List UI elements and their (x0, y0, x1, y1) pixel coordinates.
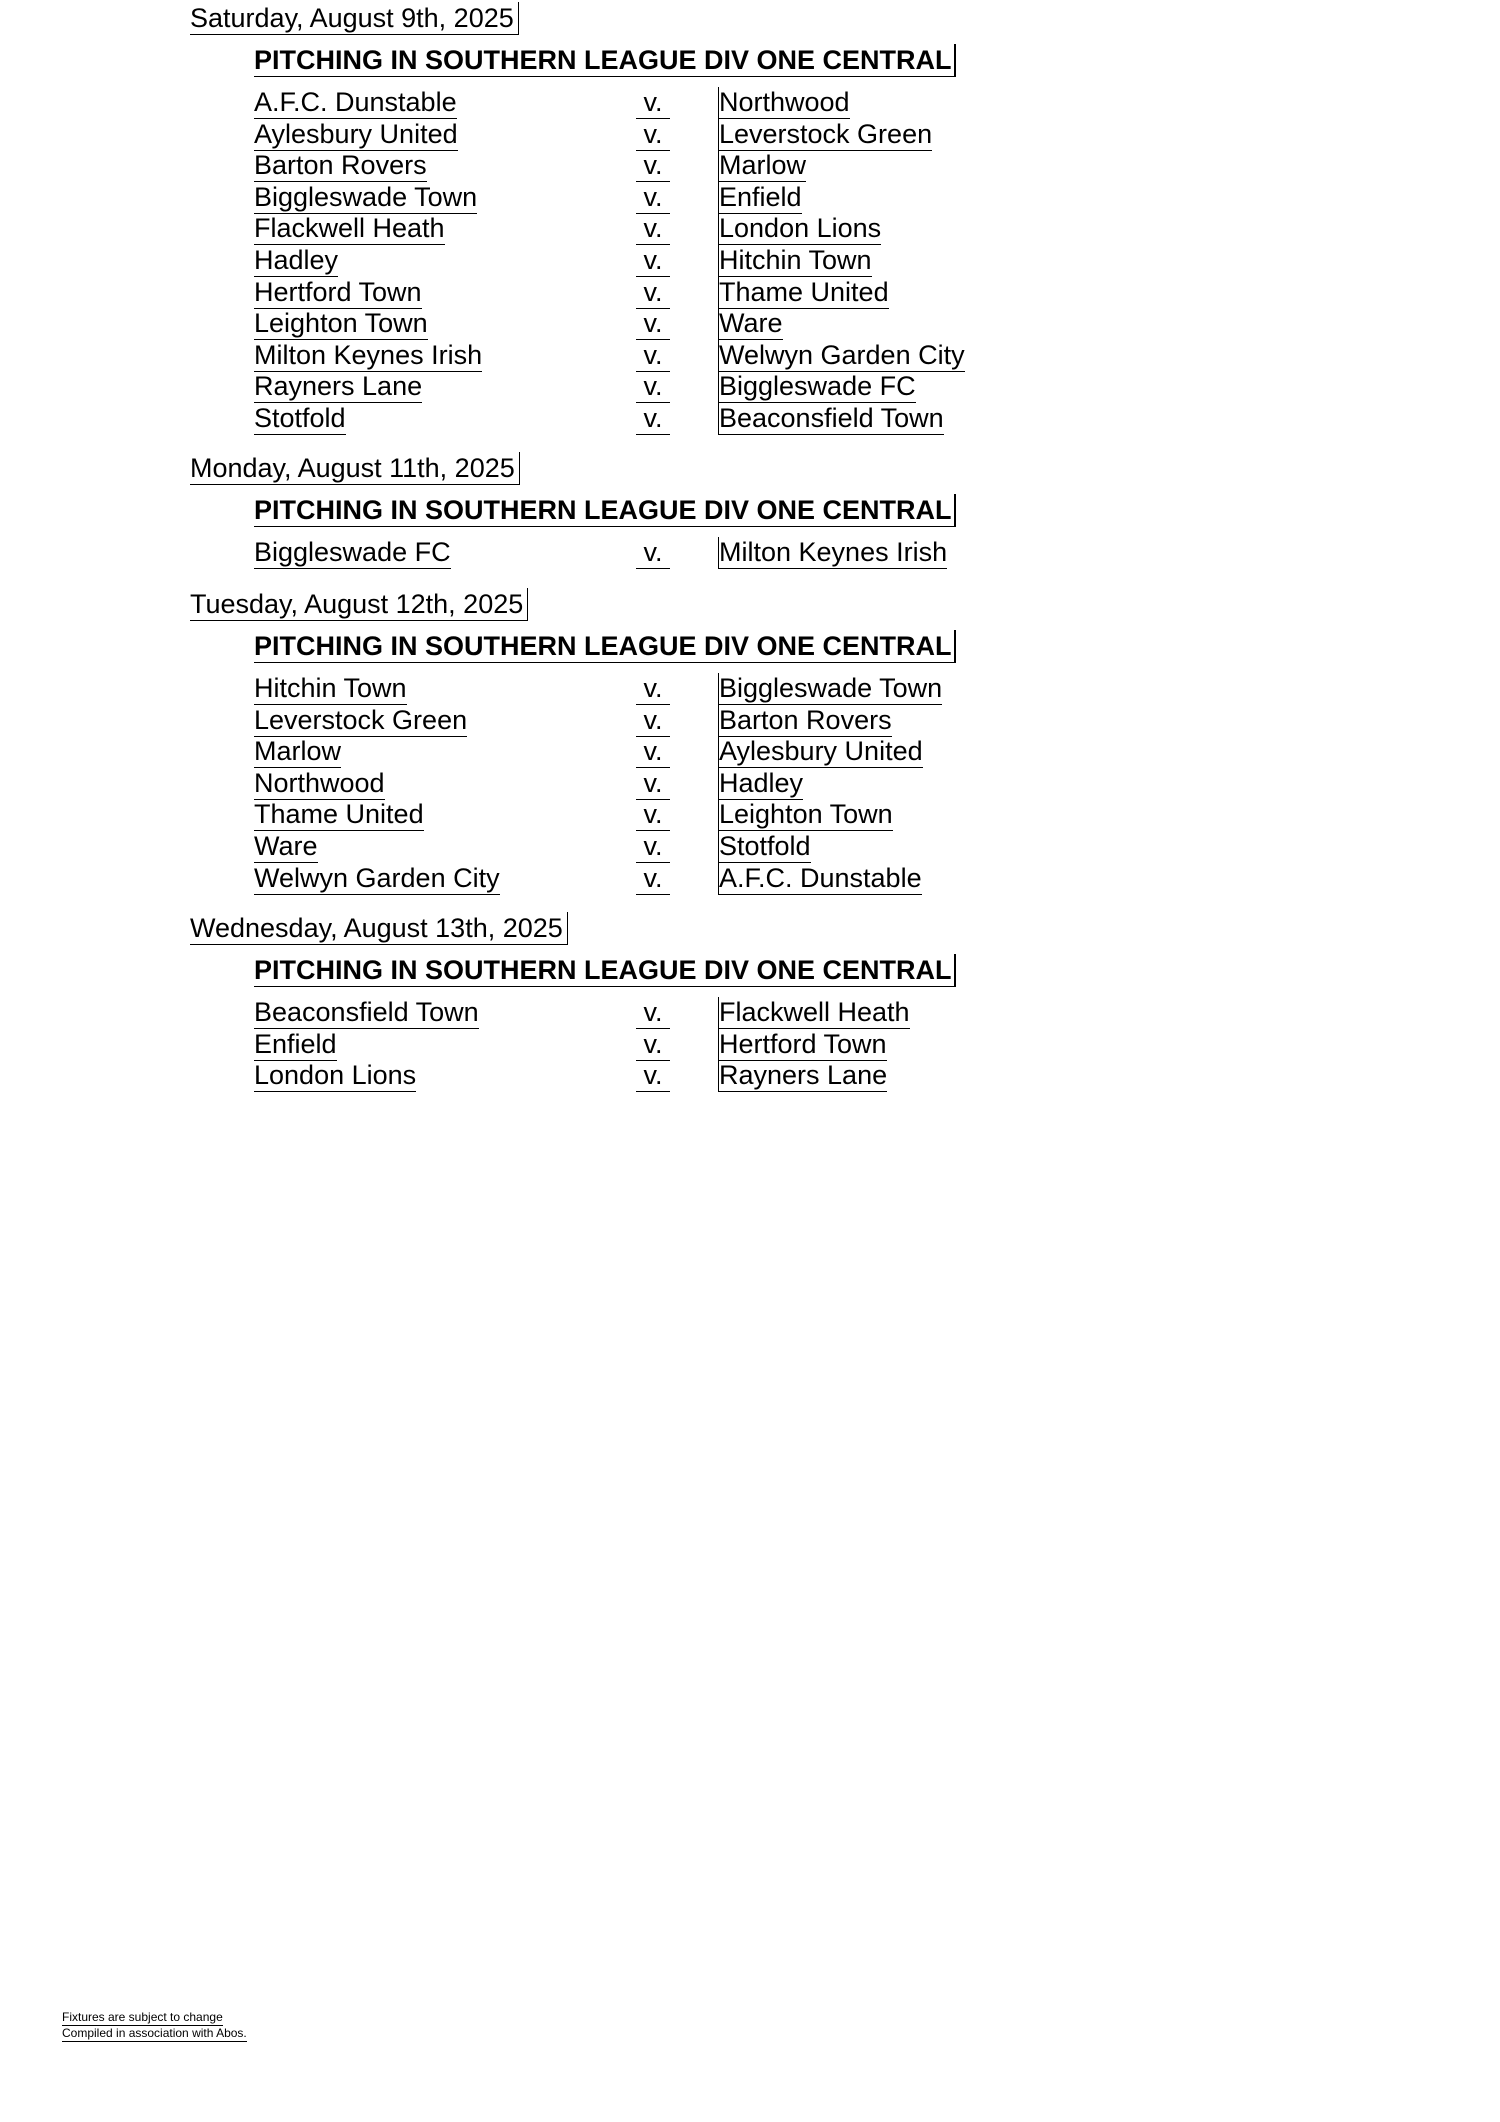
home-team: Flackwell Heath (254, 213, 445, 244)
fixture-row (0, 705, 1500, 736)
fixture-row (0, 537, 1500, 568)
fixture-row (0, 863, 1500, 894)
versus-label: v. (636, 736, 670, 768)
versus-label: v. (636, 213, 670, 245)
versus-label: v. (636, 87, 670, 119)
home-team: A.F.C. Dunstable (254, 87, 457, 117)
away-team: Biggleswade FC (719, 371, 916, 402)
match-date: Wednesday, August 13th, 2025 (190, 912, 568, 945)
home-team: Aylesbury United (254, 118, 458, 149)
fixture-row (0, 277, 1500, 308)
versus-label: v. (636, 119, 670, 151)
fixture-row (0, 150, 1500, 181)
league-heading: PITCHING IN SOUTHERN LEAGUE DIV ONE CENTRAL (254, 44, 956, 77)
away-team: Stotfold (719, 831, 811, 861)
versus-label: v. (636, 340, 670, 372)
away-team: Ware (719, 308, 783, 339)
league-heading: PITCHING IN SOUTHERN LEAGUE DIV ONE CENTRAL (254, 494, 956, 527)
away-team: Welwyn Garden City (719, 339, 965, 370)
away-team: A.F.C. Dunstable (719, 862, 922, 893)
fixture-row (0, 673, 1500, 704)
home-team: Thame United (254, 799, 424, 830)
away-team: Biggleswade Town (719, 673, 943, 703)
fixture-row (0, 768, 1500, 799)
fixture-row (0, 736, 1500, 767)
away-team: Leverstock Green (719, 118, 933, 149)
versus-label: v. (636, 182, 670, 214)
versus-label: v. (636, 371, 670, 403)
versus-label: v. (636, 1060, 670, 1092)
fixture-row (0, 119, 1500, 150)
versus-label: v. (636, 768, 670, 800)
fixture-row (0, 87, 1500, 118)
fixture-row (0, 403, 1500, 434)
fixture-row (0, 245, 1500, 276)
away-team: Hadley (719, 767, 804, 798)
fixture-row (0, 340, 1500, 371)
away-team: Rayners Lane (719, 1060, 888, 1091)
league-heading: PITCHING IN SOUTHERN LEAGUE DIV ONE CENTRAL (254, 630, 956, 663)
fixture-row (0, 182, 1500, 213)
versus-label: v. (636, 308, 670, 340)
versus-label: v. (636, 863, 670, 895)
away-team: Aylesbury United (719, 736, 923, 767)
home-team: Stotfold (254, 403, 346, 433)
match-date: Saturday, August 9th, 2025 (190, 2, 519, 35)
home-team: Hertford Town (254, 276, 422, 307)
versus-label: v. (636, 150, 670, 182)
versus-label: v. (636, 1029, 670, 1061)
home-team: Ware (254, 831, 318, 861)
versus-label: v. (636, 537, 670, 569)
fixture-row (0, 308, 1500, 339)
away-team: Beaconsfield Town (719, 403, 944, 433)
home-team: Biggleswade Town (254, 181, 478, 212)
home-team: Rayners Lane (254, 371, 423, 402)
away-team: Thame United (719, 276, 889, 307)
versus-label: v. (636, 673, 670, 705)
versus-label: v. (636, 831, 670, 863)
match-date: Tuesday, August 12th, 2025 (190, 588, 528, 621)
away-team: Flackwell Heath (719, 997, 910, 1027)
versus-label: v. (636, 277, 670, 309)
fixture-row (0, 1029, 1500, 1060)
home-team: Leverstock Green (254, 704, 468, 735)
versus-label: v. (636, 705, 670, 737)
home-team: Northwood (254, 767, 385, 798)
fixture-row (0, 831, 1500, 862)
footer-disclaimer: Fixtures are subject to change (62, 2010, 223, 2024)
league-heading: PITCHING IN SOUTHERN LEAGUE DIV ONE CENTRAL (254, 954, 956, 987)
away-team: Milton Keynes Irish (719, 537, 948, 567)
versus-label: v. (636, 403, 670, 435)
home-team: Biggleswade FC (254, 537, 451, 567)
match-date: Monday, August 11th, 2025 (190, 452, 520, 485)
home-team: Milton Keynes Irish (254, 339, 483, 370)
away-team: Hitchin Town (719, 245, 872, 275)
away-team: Enfield (719, 181, 802, 212)
away-team: Northwood (719, 87, 850, 117)
home-team: Welwyn Garden City (254, 862, 500, 893)
home-team: Barton Rovers (254, 150, 427, 181)
home-team: Leighton Town (254, 308, 428, 339)
away-team: Leighton Town (719, 799, 893, 830)
home-team: Enfield (254, 1028, 337, 1059)
versus-label: v. (636, 245, 670, 277)
home-team: Beaconsfield Town (254, 997, 479, 1027)
home-team: Hitchin Town (254, 673, 407, 703)
footer-credit: Compiled in association with Abos. (62, 2026, 247, 2040)
home-team: Hadley (254, 245, 339, 275)
fixture-row (0, 213, 1500, 244)
home-team: Marlow (254, 736, 342, 767)
away-team: London Lions (719, 213, 882, 244)
fixture-row (0, 371, 1500, 402)
fixture-row (0, 997, 1500, 1028)
home-team: London Lions (254, 1060, 417, 1091)
fixture-row (0, 799, 1500, 830)
versus-label: v. (636, 997, 670, 1029)
away-team: Marlow (719, 150, 807, 181)
away-team: Hertford Town (719, 1028, 887, 1059)
fixture-row (0, 1060, 1500, 1091)
away-team: Barton Rovers (719, 704, 892, 735)
versus-label: v. (636, 799, 670, 831)
